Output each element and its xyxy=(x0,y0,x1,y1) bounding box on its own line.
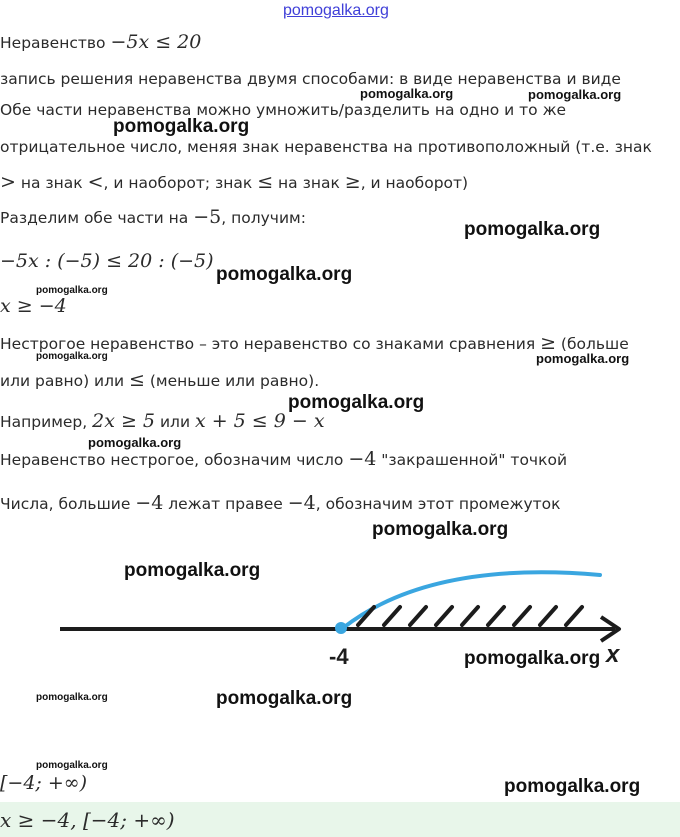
less-equal-sign: ≤ xyxy=(129,369,145,391)
point-label: -4 xyxy=(329,644,349,669)
text-part: Числа, большие xyxy=(0,495,136,513)
solution-step: x ≥ −4 xyxy=(0,295,67,317)
watermark: pomogalka.org xyxy=(536,351,630,366)
text-line-6 xyxy=(0,206,306,228)
watermark: pomogalka.org xyxy=(464,648,601,669)
watermark: pomogalka.org xyxy=(360,86,454,101)
greater-equal-sign: ≥ xyxy=(344,171,361,193)
watermark: pomogalka.org xyxy=(372,519,509,540)
text-part: , и наоборот) xyxy=(360,174,469,192)
text-line-2: запись решения неравенства двумя способами: в виде неравенства и виде xyxy=(0,70,621,88)
watermark: pomogalka.org xyxy=(113,116,250,137)
watermark: pomogalka.org xyxy=(216,688,353,709)
inequality-heading xyxy=(0,31,201,53)
heading-math: −5x ≤ 20 xyxy=(110,31,202,53)
filled-point xyxy=(335,622,347,634)
text-part: или xyxy=(155,413,195,431)
text-part: лежат правее xyxy=(163,495,288,513)
text-part: на знак xyxy=(273,174,345,192)
answer-box xyxy=(0,802,680,837)
math-part: 2x ≥ 5 xyxy=(92,410,156,432)
division-step: −5x : (−5) ≤ 20 : (−5) xyxy=(0,250,214,272)
text-line-12 xyxy=(0,448,567,470)
math-part: −5 xyxy=(193,206,222,228)
interval-notation: [−4; +∞) xyxy=(0,772,88,794)
text-part: Например, xyxy=(0,413,93,431)
text-line-5 xyxy=(0,171,468,193)
axis-label: x xyxy=(606,641,620,668)
text-part: Разделим обе части на xyxy=(0,209,194,227)
interval-arc xyxy=(343,572,600,628)
text-part: (меньше или равно). xyxy=(144,372,320,390)
watermark: pomogalka.org xyxy=(528,87,622,102)
heading-text: Неравенство xyxy=(0,34,111,52)
math-part: −4 xyxy=(135,492,164,514)
text-part: (больше xyxy=(556,335,629,353)
greater-equal-sign: ≥ xyxy=(540,332,556,354)
watermark: pomogalka.org xyxy=(124,560,261,581)
text-part: , обозначим этот промежуток xyxy=(315,495,561,513)
text-part: "закрашенной" точкой xyxy=(376,451,568,469)
watermark: pomogalka.org xyxy=(36,692,108,703)
hatching xyxy=(358,607,582,625)
watermark: pomogalka.org xyxy=(464,219,601,240)
site-link[interactable]: pomogalka.org xyxy=(283,2,389,19)
math-part: −4 xyxy=(287,492,316,514)
watermark: pomogalka.org xyxy=(36,285,108,296)
less-equal-sign: ≤ xyxy=(257,171,274,193)
watermark: pomogalka.org xyxy=(36,760,108,771)
watermark: pomogalka.org xyxy=(88,435,182,450)
text-part: , получим: xyxy=(221,209,306,227)
example-line xyxy=(0,410,325,432)
text-part: Неравенство нестрогое, обозначим число xyxy=(0,451,349,469)
watermark: pomogalka.org xyxy=(504,776,641,797)
text-line-13 xyxy=(0,492,561,514)
answer-text: x ≥ −4, [−4; +∞) xyxy=(0,808,175,832)
text-part: , и наоборот; знак xyxy=(103,174,258,192)
text-line-4: отрицательное число, меняя знак неравенства на противоположный (т.е. знак xyxy=(0,138,652,156)
text-part: Нестрогое неравенство – это неравенство со знаками сравнения xyxy=(0,335,541,353)
text-line-10 xyxy=(0,369,319,391)
watermark: pomogalka.org xyxy=(36,351,108,362)
text-line-3: Обе части неравенства можно умножить/разделить на одно и то же xyxy=(0,101,567,119)
watermark: pomogalka.org xyxy=(288,392,425,413)
math-part: x + 5 ≤ 9 − x xyxy=(194,410,325,432)
less-sign: < xyxy=(87,171,104,193)
watermark: pomogalka.org xyxy=(216,264,353,285)
text-part: или равно) или xyxy=(0,372,130,390)
math-part: −4 xyxy=(348,448,377,470)
text-part: на знак xyxy=(15,174,88,192)
greater-sign: > xyxy=(0,171,16,193)
